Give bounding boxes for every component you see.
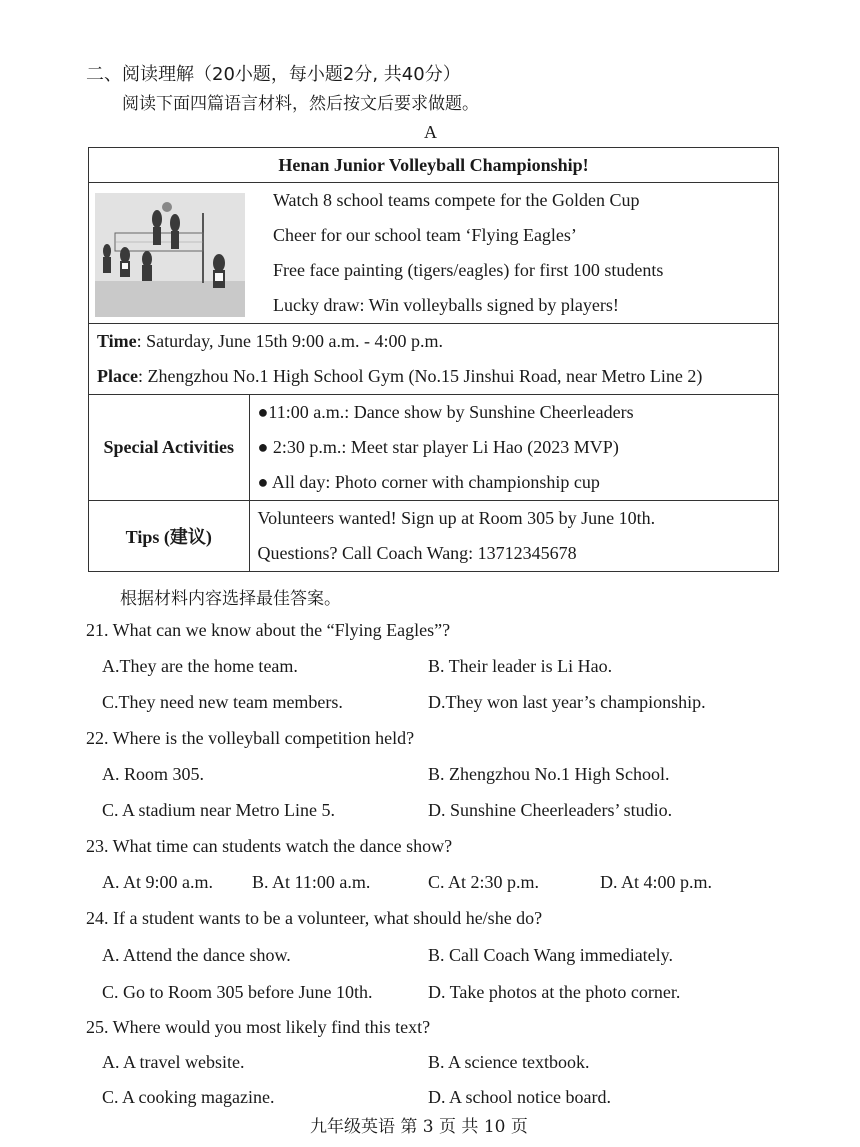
section-title: 二、阅读理解（20小题，每小题2分, 共40分） (86, 64, 461, 85)
notice-bullet: Watch 8 school teams compete for the Golden Cup (273, 190, 640, 210)
option-a[interactable]: A.They are the home team. (102, 656, 298, 676)
option-a[interactable]: A. Attend the dance show. (102, 945, 291, 965)
question-stem: 25. Where would you most likely find this text? (86, 1017, 431, 1037)
option-c[interactable]: C. A cooking magazine. (102, 1087, 275, 1107)
option-d[interactable]: D. At 4:00 p.m. (600, 872, 713, 892)
option-b[interactable]: B. At 11:00 a.m. (252, 872, 371, 892)
notice-bullet: Lucky draw: Win volleyballs signed by players! (273, 295, 619, 315)
passage-label: A (424, 122, 437, 142)
place-label: Place (97, 366, 138, 386)
option-a[interactable]: A. Room 305. (102, 764, 205, 784)
time-label: Time (97, 331, 137, 351)
notice-title: Henan Junior Volleyball Championship! (89, 148, 779, 183)
activity-item: ● 2:30 p.m.: Meet star player Li Hao (2023 MVP) (257, 437, 619, 457)
option-d[interactable]: D.They won last year’s championship. (428, 692, 706, 712)
question-stem: 23. What time can students watch the dance show? (86, 836, 453, 856)
option-d[interactable]: D. Sunshine Cheerleaders’ studio. (428, 800, 673, 820)
question-stem: 24. If a student wants to be a volunteer, what should he/she do? (86, 908, 543, 928)
activity-item: ● All day: Photo corner with championship cup (257, 472, 600, 492)
question-stem: 22. Where is the volleyball competition held? (86, 728, 415, 748)
notice-bullet: Cheer for our school team ‘Flying Eagles’ (273, 225, 577, 245)
notice-bullet: Free face painting (tigers/eagles) for first 100 students (273, 260, 664, 280)
option-d[interactable]: D. Take photos at the photo corner. (428, 982, 681, 1002)
option-c[interactable]: C. A stadium near Metro Line 5. (102, 800, 335, 820)
option-c[interactable]: C. Go to Room 305 before June 10th. (102, 982, 373, 1002)
page-footer: 九年级英语 第 3 页 共 10 页 (310, 1117, 528, 1137)
option-b[interactable]: B. Zhengzhou No.1 High School. (428, 764, 670, 784)
time-value: : Saturday, June 15th 9:00 a.m. - 4:00 p.m. (136, 331, 443, 351)
tip-item: Questions? Call Coach Wang: 13712345678 (257, 543, 577, 563)
question-instruction: 根据材料内容选择最佳答案。 (120, 589, 341, 609)
activity-item: ●11:00 a.m.: Dance show by Sunshine Cheerleaders (257, 402, 634, 422)
option-b[interactable]: B. Call Coach Wang immediately. (428, 945, 674, 965)
notice-table (88, 147, 779, 572)
tips-label: Tips (建议) (89, 501, 250, 572)
option-d[interactable]: D. A school notice board. (428, 1087, 611, 1107)
place-value: : Zhengzhou No.1 High School Gym (No.15 Jinshui Road, near Metro Line 2) (137, 366, 703, 386)
option-b[interactable]: B. A science textbook. (428, 1052, 590, 1072)
time-row (89, 324, 778, 359)
question-stem: 21. What can we know about the “Flying Eagles”? (86, 620, 451, 640)
volleyball-photo (95, 193, 245, 317)
place-row (89, 359, 778, 394)
option-c[interactable]: C.They need new team members. (102, 692, 343, 712)
section-instructions: 阅读下面四篇语言材料，然后按文后要求做题。 (122, 94, 479, 114)
tip-item: Volunteers wanted! Sign up at Room 305 by June 10th. (257, 508, 656, 528)
option-a[interactable]: A. A travel website. (102, 1052, 245, 1072)
option-b[interactable]: B. Their leader is Li Hao. (428, 656, 613, 676)
activities-label: Special Activities (89, 395, 250, 501)
option-c[interactable]: C. At 2:30 p.m. (428, 872, 540, 892)
option-a[interactable]: A. At 9:00 a.m. (102, 872, 213, 892)
